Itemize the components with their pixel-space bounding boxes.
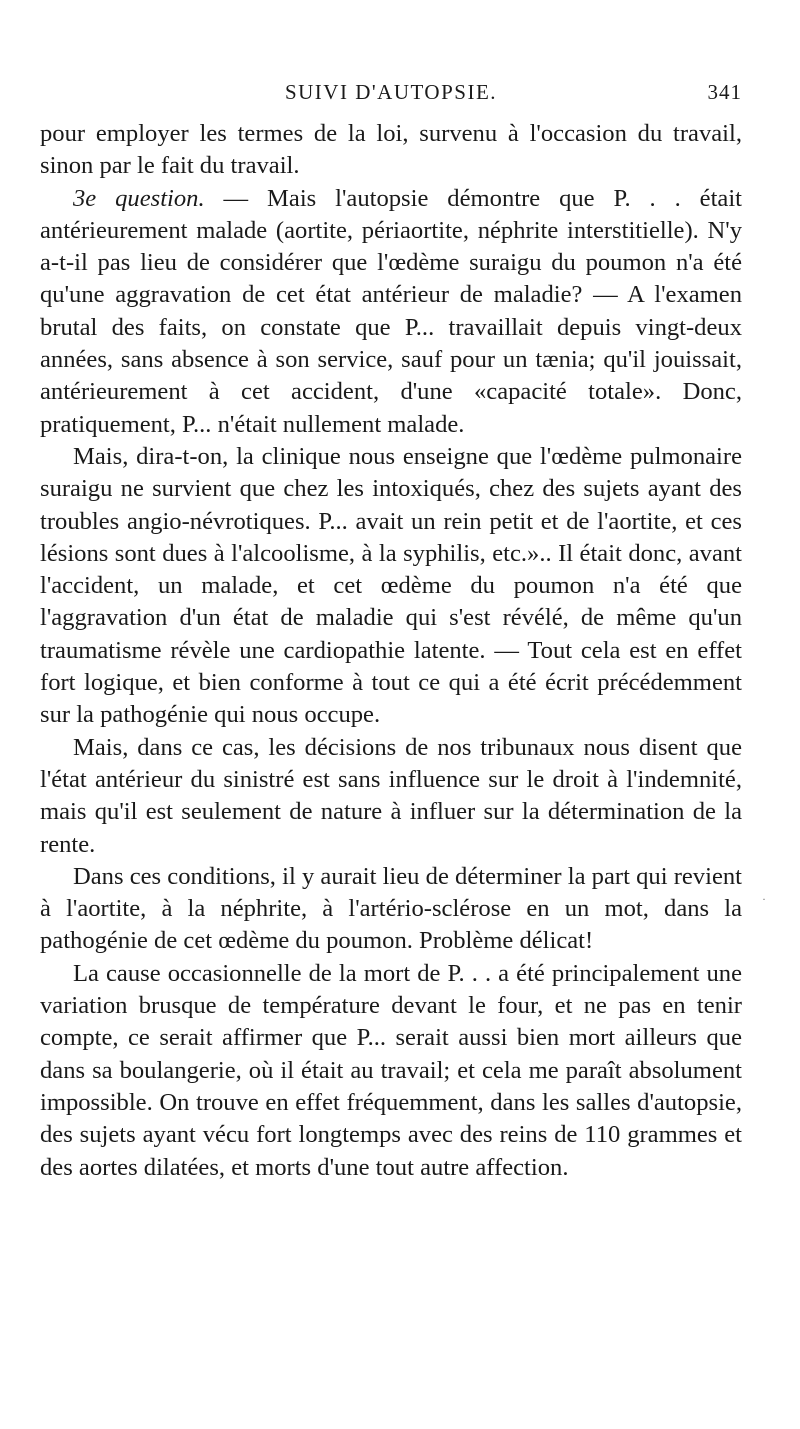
- margin-speck: ·: [762, 892, 766, 906]
- paragraph-3-text: Mais, dira-t-on, la clinique nous enseigne que l'œdème pulmonaire suraigu ne survient que chez les intoxiqués, chez des sujets ayant des troubles angio-névrotiques. P... avait un rein petit et de l'aortite, et ces lésions sont dues à l'alcoolisme, à la syphilis, etc.».. Il était donc, avant l'accident, un malade, et cet œdème du poumon n'a été que l'aggravation d'un état de maladie qui s'est révélé, de même qu'un traumatisme révèle une cardiopathie latente. — Tout cela est en effet fort logique, et bien conforme à tout ce qui a été écrit précédemment sur la pathogénie qui nous occupe.: [40, 442, 742, 729]
- body-text: [40, 118, 742, 1184]
- paragraph-6: [40, 958, 742, 1184]
- question-label: 3e question.: [73, 184, 205, 212]
- paragraph-6-text: La cause occasionnelle de la mort de P. . . a été principalement une variation brusque de température devant le four, et ne pas en tenir compte, ce serait affirmer que P... serait aussi bien mort ailleurs que dans sa boulangerie, où il était au travail; et cela me paraît absolument impossible. On trouve en effet fréquemment, dans les salles d'autopsie, des sujets ayant vécu fort longtemps avec des reins de 110 grammes et des aortes dilatées, et morts d'une tout autre affection.: [40, 959, 742, 1181]
- paragraph-1: [40, 118, 742, 183]
- paragraph-3: [40, 441, 742, 732]
- paragraph-2-text: — Mais l'autopsie démontre que P. . . était antérieurement malade (aortite, périaortite, néphrite interstitielle). N'y a-t-il pas lieu de considérer que l'œdème suraigu du poumon n'a été qu'une aggravation de cet état antérieur de maladie? — A l'examen brutal des faits, on constate que P... travaillait depuis vingt-deux années, sans absence à son service, sauf pour un tænia; qu'il jouissait, antérieurement à cet accident, d'une «capacité totale». Donc, pratiquement, P... n'était nullement malade.: [40, 184, 742, 438]
- paragraph-1-text: pour employer les termes de la loi, survenu à l'occasion du travail, sinon par le fait du travail.: [40, 120, 742, 180]
- paragraph-2: [40, 183, 742, 441]
- paragraph-5: [40, 861, 742, 958]
- paragraph-5-text: Dans ces conditions, il y aurait lieu de déterminer la part qui revient à l'aortite, à la néphrite, à l'artério-sclérose en un mot, dans la pathogénie de cet œdème du poumon. Problème délicat!: [40, 862, 742, 955]
- page-number: 341: [707, 80, 742, 104]
- paragraph-4: [40, 732, 742, 861]
- paragraph-4-text: Mais, dans ce cas, les décisions de nos tribunaux nous disent que l'état antérieur du sinistré est sans influence sur le droit à l'indemnité, mais qu'il est seulement de nature à influer sur la détermination de la rente.: [40, 733, 742, 858]
- page-header: [40, 80, 742, 114]
- running-title: SUIVI D'AUTOPSIE.: [284, 80, 498, 104]
